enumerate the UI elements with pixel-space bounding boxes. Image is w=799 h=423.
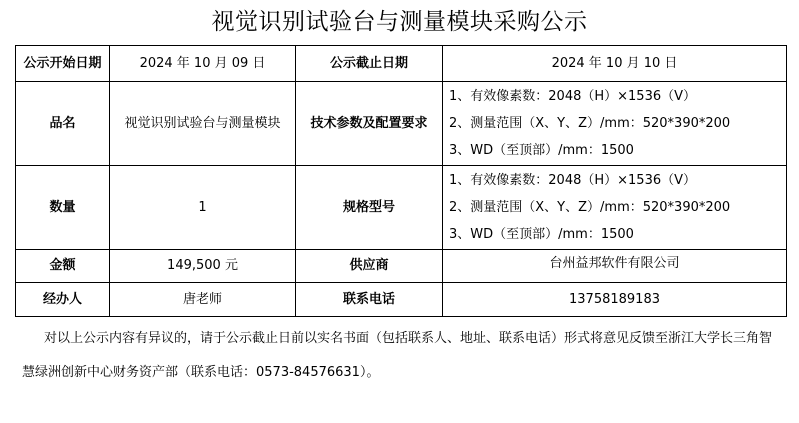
table-row-quantity <box>16 166 787 250</box>
model-spec-label: 规格型号 <box>296 166 443 250</box>
handler-value: 唐老师 <box>110 283 296 317</box>
page-title: 视觉识别试验台与测量模块采购公示 <box>211 9 588 35</box>
procurement-notice-table <box>15 45 787 317</box>
table-row-dates <box>16 46 787 82</box>
phone-value: 13758189183 <box>443 283 787 317</box>
start-date-value: 2024 年 10 月 09 日 <box>110 46 296 82</box>
supplier-value: 台州益邦软件有限公司 <box>443 250 787 283</box>
tech-spec-line: 2、测量范围（X、Y、Z）/mm：520*390*200 <box>449 116 731 131</box>
handler-label: 经办人 <box>16 283 110 317</box>
product-name-value: 视觉识别试验台与测量模块 <box>110 82 296 166</box>
tech-spec-line: 1、有效像素数：2048（H）×1536（V） <box>449 89 697 104</box>
objection-notice-line-1: 对以上公示内容有异议的，请于公示截止日前以实名书面（包括联系人、地址、联系电话）形式将意见反馈至浙江大学长三角智 <box>44 331 773 346</box>
model-spec-list <box>443 166 787 250</box>
quantity-label: 数量 <box>16 166 110 250</box>
table-row-contact <box>16 283 787 317</box>
model-spec-line: 1、有效像素数：2048（H）×1536（V） <box>449 173 697 188</box>
table-row-amount <box>16 250 787 283</box>
tech-spec-list <box>443 82 787 166</box>
amount-value: 149,500 元 <box>110 250 296 283</box>
objection-notice-line-2: 慧绿洲创新中心财务资产部（联系电话：0573-84576631）。 <box>22 365 380 380</box>
supplier-label: 供应商 <box>296 250 443 283</box>
end-date-label: 公示截止日期 <box>296 46 443 82</box>
table-row-product <box>16 82 787 166</box>
end-date-value: 2024 年 10 月 10 日 <box>443 46 787 82</box>
product-name-label: 品名 <box>16 82 110 166</box>
model-spec-line: 2、测量范围（X、Y、Z）/mm：520*390*200 <box>449 200 731 215</box>
phone-label: 联系电话 <box>296 283 443 317</box>
model-spec-line: 3、WD（至顶部）/mm：1500 <box>449 227 634 242</box>
tech-spec-line: 3、WD（至顶部）/mm：1500 <box>449 143 634 158</box>
quantity-value: 1 <box>110 166 296 250</box>
tech-spec-label: 技术参数及配置要求 <box>296 82 443 166</box>
start-date-label: 公示开始日期 <box>16 46 110 82</box>
amount-label: 金额 <box>16 250 110 283</box>
